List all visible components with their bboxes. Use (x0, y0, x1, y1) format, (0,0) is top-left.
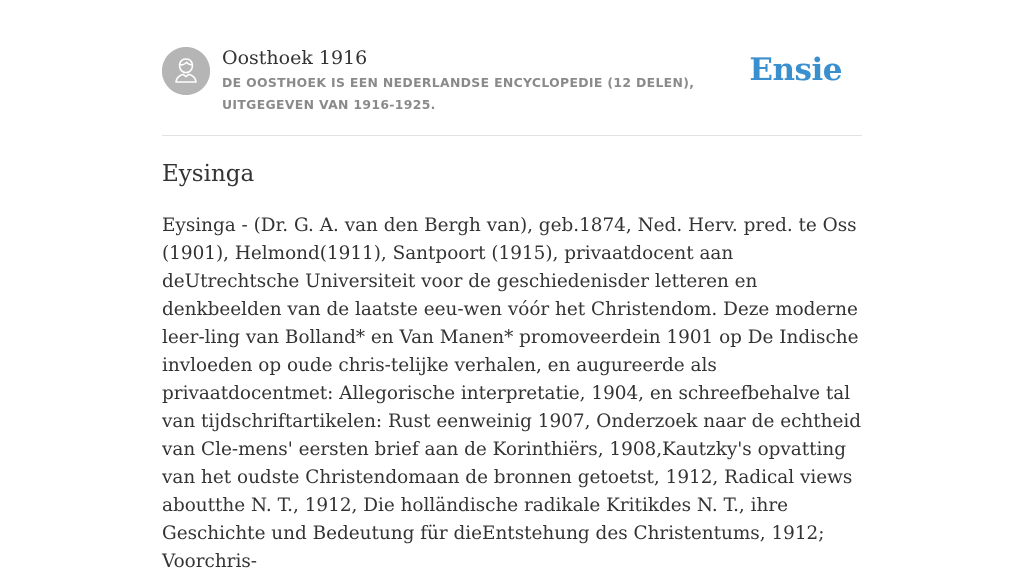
header-divider (162, 135, 862, 136)
ensie-logo[interactable]: Ensie (749, 52, 842, 88)
source-header (162, 46, 862, 136)
user-silhouette-icon (162, 47, 210, 95)
article-body: Eysinga - (Dr. G. A. van den Bergh van), geb.1874, Ned. Herv. pred. te Oss (1901), Helmond(1911), Santpoort (1915), privaatdocent aan deUtrechtsche Universiteit voor de geschiedenisder letteren en denkbeelden van de laatste eeu-wen vóór het Christendom. Deze moderne leer-ling van Bolland* en Van Manen* promoveerdein 1901 op De Indische invloeden op oude chris-telijke verhalen, en augureerde als privaatdocentmet: Allegorische interpretatie, 1904, en schreefbehalve tal van tijdschriftartikelen: Rust eenweinig 1907, Onderzoek naar de echtheid van Cle-mens' eersten brief aan de Korinthiërs, 1908,Kautzky's opvatting van het oudste Christendomaan de bronnen getoetst, 1912, Radical views aboutthe N. T., 1912, Die holländische radikale Kritikdes N. T., ihre Geschichte und Bedeutung für dieEntstehung des Christentums, 1912; Voorchris- (162, 215, 861, 572)
source-title[interactable]: Oosthoek 1916 (222, 47, 368, 69)
source-description: DE OOSTHOEK IS EEN NEDERLANDSE ENCYCLOPEDIE (12 DELEN), UITGEGEVEN VAN 1916-1925. (222, 75, 695, 112)
avatar[interactable] (162, 47, 210, 95)
article-title: Eysinga (162, 161, 255, 187)
